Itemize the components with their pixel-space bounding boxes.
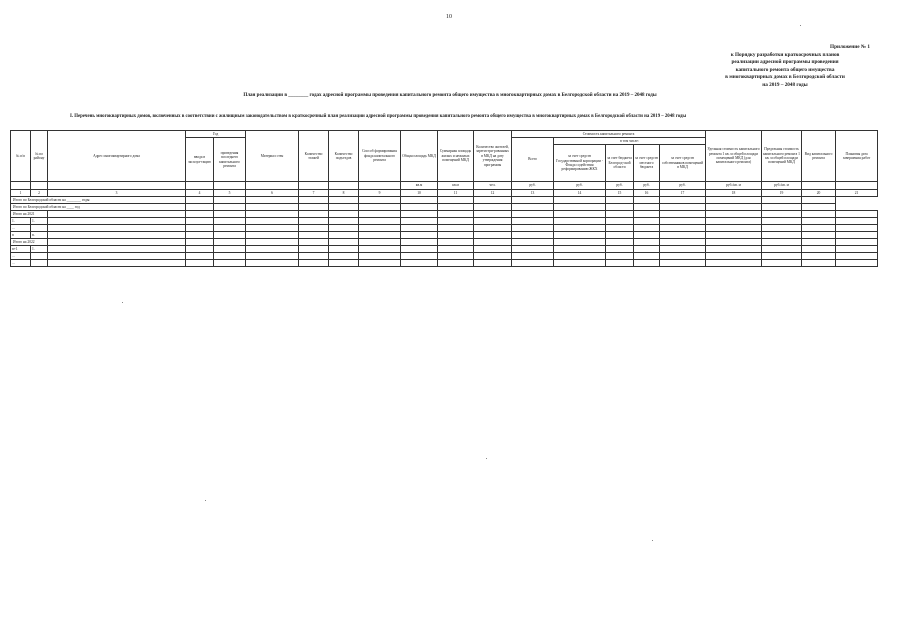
empty-cell — [554, 211, 606, 218]
empty-cell — [474, 253, 512, 260]
appendix-line: реализации адресной программы проведения — [731, 59, 839, 66]
empty-cell — [48, 253, 186, 260]
col-number: 19 — [762, 190, 802, 197]
unit-cell: кв.м — [438, 182, 474, 190]
empty-cell — [329, 232, 359, 239]
empty-cell — [186, 204, 214, 211]
empty-cell — [214, 225, 246, 232]
scan-speck — [205, 500, 206, 501]
empty-cell — [554, 225, 606, 232]
row-index: n+1 — [11, 246, 31, 253]
empty-cell — [836, 246, 878, 253]
empty-cell — [634, 246, 660, 253]
empty-cell — [474, 197, 512, 204]
unit-cell: руб./кв. м — [762, 182, 802, 190]
appendix-title: Приложение № 1 — [830, 44, 870, 50]
empty-cell — [660, 232, 706, 239]
empty-cell — [438, 239, 474, 246]
empty-cell — [359, 197, 401, 204]
empty-cell — [329, 260, 359, 267]
empty-cell — [554, 239, 606, 246]
capital-repair-table — [10, 130, 878, 267]
empty-cell — [401, 204, 438, 211]
empty-cell — [802, 246, 836, 253]
empty-cell — [554, 197, 606, 204]
col-number: 15 — [606, 190, 634, 197]
col-number: 14 — [554, 190, 606, 197]
empty-cell — [474, 260, 512, 267]
empty-cell — [706, 225, 762, 232]
col-number: 21 — [836, 190, 878, 197]
empty-cell — [186, 260, 214, 267]
header-floors: Количество этажей — [299, 131, 329, 182]
appendix-line: на 2019 – 2048 годы — [762, 81, 808, 88]
appendix-line: капитального ремонта общего имущества — [735, 66, 835, 73]
empty-cell — [246, 197, 299, 204]
col-number: 6 — [246, 190, 299, 197]
empty-cell — [836, 225, 878, 232]
empty-cell — [299, 260, 329, 267]
empty-cell — [802, 197, 836, 204]
empty-cell — [706, 211, 762, 218]
empty-cell — [329, 246, 359, 253]
empty-cell — [214, 246, 246, 253]
empty-cell — [512, 260, 554, 267]
empty-cell — [438, 218, 474, 225]
empty-cell — [48, 239, 186, 246]
empty-cell — [606, 239, 634, 246]
header-total: Всего — [512, 138, 554, 182]
empty-cell — [31, 253, 48, 260]
scan-speck — [800, 25, 801, 26]
empty-cell — [706, 246, 762, 253]
empty-cell — [299, 246, 329, 253]
unit-cell: руб. — [512, 182, 554, 190]
header-entrances: Количество подъездов — [329, 131, 359, 182]
empty-cell — [706, 204, 762, 211]
empty-cell — [329, 211, 359, 218]
empty-cell — [802, 204, 836, 211]
empty-cell — [401, 218, 438, 225]
empty-cell — [186, 197, 214, 204]
empty-cell — [474, 239, 512, 246]
row-index: 1. — [11, 218, 31, 225]
empty-cell — [401, 225, 438, 232]
empty-cell — [802, 253, 836, 260]
empty-cell — [401, 232, 438, 239]
empty-cell — [634, 232, 660, 239]
header-repair-type: Вид капитального ремонта — [802, 131, 836, 182]
header-local: за счет средств местного бюджета — [634, 145, 660, 182]
col-number: 20 — [802, 190, 836, 197]
empty-cell — [634, 239, 660, 246]
empty-cell — [246, 246, 299, 253]
empty-cell — [359, 232, 401, 239]
empty-cell — [606, 197, 634, 204]
empty-cell — [246, 253, 299, 260]
row-index: ... — [11, 260, 31, 267]
empty-cell — [329, 197, 359, 204]
empty-cell — [48, 211, 186, 218]
unit-cell: кв.м — [401, 182, 438, 190]
empty-cell — [474, 225, 512, 232]
empty-cell — [31, 260, 48, 267]
col-number: 12 — [474, 190, 512, 197]
empty-cell — [634, 211, 660, 218]
empty-cell — [438, 253, 474, 260]
page-number: 10 — [446, 14, 452, 20]
empty-cell — [246, 260, 299, 267]
appendix-line: в многоквартирных домах в Белгородской области — [725, 74, 845, 81]
empty-cell — [438, 197, 474, 204]
empty-cell — [214, 253, 246, 260]
empty-cell — [762, 253, 802, 260]
empty-cell — [606, 253, 634, 260]
empty-cell — [299, 218, 329, 225]
header-owners: за счет средств собственников помещений в МКД — [660, 145, 706, 182]
empty-cell — [512, 253, 554, 260]
header-address: Адрес многоквартирного дома — [48, 131, 186, 182]
row-index: ... — [11, 253, 31, 260]
row-year-2021: Итого на 2021 — [11, 211, 48, 218]
empty-cell — [214, 260, 246, 267]
empty-cell — [634, 218, 660, 225]
header-cost: Стоимость капитального ремонта — [512, 131, 706, 138]
empty-cell — [401, 239, 438, 246]
header-last-repair: проведения последнего капитального ремонта — [214, 138, 246, 182]
empty-cell — [401, 197, 438, 204]
empty-cell — [299, 253, 329, 260]
empty-cell — [299, 197, 329, 204]
empty-cell — [660, 211, 706, 218]
empty-cell — [554, 246, 606, 253]
empty-cell — [359, 218, 401, 225]
empty-cell — [299, 232, 329, 239]
empty-cell — [554, 218, 606, 225]
row-index: n. — [31, 232, 48, 239]
empty-cell — [438, 225, 474, 232]
empty-cell — [512, 246, 554, 253]
empty-cell — [246, 239, 299, 246]
empty-cell — [802, 232, 836, 239]
empty-cell — [606, 225, 634, 232]
empty-cell — [31, 225, 48, 232]
empty-cell — [474, 246, 512, 253]
col-number: 4 — [186, 190, 214, 197]
empty-cell — [438, 232, 474, 239]
empty-cell — [836, 260, 878, 267]
empty-cell — [401, 260, 438, 267]
empty-cell — [186, 253, 214, 260]
empty-cell — [762, 260, 802, 267]
col-number: 8 — [329, 190, 359, 197]
empty-cell — [299, 211, 329, 218]
col-number: 18 — [706, 190, 762, 197]
empty-cell — [554, 232, 606, 239]
empty-cell — [359, 260, 401, 267]
empty-cell — [246, 218, 299, 225]
header-premises-area: Суммарная площадь жилых и нежилых помещений МКД — [438, 131, 474, 182]
empty-cell — [634, 225, 660, 232]
empty-cell — [660, 218, 706, 225]
empty-cell — [802, 211, 836, 218]
empty-cell — [762, 204, 802, 211]
header-specific-cost: Удельная стоимость капитального ремонта 1 кв. м общей площади помещений МКД (для капитального ремонта) — [706, 131, 762, 182]
header-no: № п/п — [11, 131, 31, 182]
empty-cell — [48, 246, 186, 253]
empty-cell — [329, 239, 359, 246]
empty-cell — [512, 204, 554, 211]
col-number: 11 — [438, 190, 474, 197]
empty-cell — [762, 232, 802, 239]
empty-cell — [802, 239, 836, 246]
empty-cell — [762, 246, 802, 253]
col-number: 5 — [214, 190, 246, 197]
header-regional: за счет бюджета Белгород-ской области — [606, 145, 634, 182]
row-total-year: Итого по Белгородской области на ____ год — [11, 204, 186, 211]
header-fund-gk: за счет средств Государственной корпорации - Фонда содействия реформированию ЖКХ — [554, 145, 606, 182]
header-wall: Материал стен — [246, 131, 299, 182]
empty-cell — [474, 232, 512, 239]
empty-cell — [246, 225, 299, 232]
empty-cell — [214, 232, 246, 239]
empty-cell — [606, 211, 634, 218]
empty-cell — [606, 260, 634, 267]
empty-cell — [606, 246, 634, 253]
empty-cell — [299, 239, 329, 246]
empty-cell — [660, 246, 706, 253]
appendix-block — [690, 44, 880, 90]
empty-cell — [802, 225, 836, 232]
empty-cell — [660, 260, 706, 267]
col-number: 16 — [634, 190, 660, 197]
empty-cell — [359, 246, 401, 253]
empty-cell — [359, 239, 401, 246]
empty-cell — [706, 253, 762, 260]
appendix-line: к Порядку разработки краткосрочных планов — [730, 51, 840, 58]
empty-cell — [606, 232, 634, 239]
empty-cell — [246, 204, 299, 211]
empty-cell — [836, 239, 878, 246]
empty-cell — [660, 225, 706, 232]
empty-cell — [660, 197, 706, 204]
empty-cell — [606, 218, 634, 225]
empty-cell — [401, 253, 438, 260]
header-district-no: № по району — [31, 131, 48, 182]
plan-title: План реализации в ________ годах адресной программы проведения капитального ремонта общего имущества в многоквартирных домах в Белгородской области на 2019 – 2048 годы — [243, 93, 657, 98]
header-max-cost: Предельная стоимость капитального ремонта 1 кв. м общей площади помещений МКД — [762, 131, 802, 182]
header-year: Год — [186, 131, 246, 138]
header-fund: Способ формирования фонда капитального ремонта — [359, 131, 401, 182]
empty-cell — [329, 253, 359, 260]
empty-cell — [512, 218, 554, 225]
empty-cell — [634, 197, 660, 204]
empty-cell — [706, 232, 762, 239]
empty-cell — [186, 225, 214, 232]
empty-cell — [48, 225, 186, 232]
empty-cell — [299, 204, 329, 211]
empty-cell — [48, 218, 186, 225]
empty-cell — [438, 260, 474, 267]
empty-cell — [474, 204, 512, 211]
empty-cell — [186, 232, 214, 239]
empty-cell — [214, 211, 246, 218]
unit-cell: руб. — [660, 182, 706, 190]
header-including: в том числе: — [554, 138, 706, 145]
empty-cell — [706, 239, 762, 246]
unit-cell: руб. — [554, 182, 606, 190]
empty-cell — [48, 232, 186, 239]
empty-cell — [474, 218, 512, 225]
empty-cell — [802, 218, 836, 225]
empty-cell — [214, 197, 246, 204]
col-number: 2 — [31, 190, 48, 197]
empty-cell — [762, 218, 802, 225]
empty-cell — [359, 253, 401, 260]
empty-cell — [660, 239, 706, 246]
row-total-region: Итого по Белгородской области на ________ годы: — [11, 197, 186, 204]
empty-cell — [214, 204, 246, 211]
empty-cell — [359, 225, 401, 232]
empty-cell — [554, 204, 606, 211]
empty-cell — [634, 260, 660, 267]
row-index: ... — [11, 225, 31, 232]
empty-cell — [329, 218, 359, 225]
empty-cell — [438, 211, 474, 218]
empty-cell — [438, 246, 474, 253]
empty-cell — [554, 253, 606, 260]
empty-cell — [836, 232, 878, 239]
empty-cell — [512, 225, 554, 232]
empty-cell — [634, 204, 660, 211]
empty-cell — [836, 211, 878, 218]
empty-cell — [186, 239, 214, 246]
unit-cell: руб. — [606, 182, 634, 190]
empty-cell — [512, 211, 554, 218]
empty-cell — [438, 204, 474, 211]
empty-cell — [359, 211, 401, 218]
unit-cell: чел. — [474, 182, 512, 190]
empty-cell — [214, 239, 246, 246]
empty-cell — [554, 260, 606, 267]
scan-speck — [652, 540, 653, 541]
col-number: 1 — [11, 190, 31, 197]
empty-cell — [186, 211, 214, 218]
empty-cell — [214, 218, 246, 225]
scan-speck — [486, 458, 487, 459]
empty-cell — [836, 253, 878, 260]
col-number: 9 — [359, 190, 401, 197]
row-year-2022: Итого на 2022 — [11, 239, 48, 246]
row-index: 1. — [31, 218, 48, 225]
empty-cell — [186, 218, 214, 225]
empty-cell — [762, 239, 802, 246]
empty-cell — [512, 197, 554, 204]
empty-cell — [474, 211, 512, 218]
empty-cell — [512, 239, 554, 246]
empty-cell — [329, 204, 359, 211]
empty-cell — [706, 218, 762, 225]
unit-cell: руб. — [634, 182, 660, 190]
empty-cell — [186, 246, 214, 253]
unit-cell: руб./кв. м — [706, 182, 762, 190]
empty-cell — [762, 197, 802, 204]
empty-cell — [246, 211, 299, 218]
empty-cell — [802, 260, 836, 267]
header-total-area: Общая площадь МКД — [401, 131, 438, 182]
col-number: 10 — [401, 190, 438, 197]
empty-cell — [762, 225, 802, 232]
empty-cell — [512, 232, 554, 239]
empty-cell — [660, 204, 706, 211]
empty-cell — [706, 197, 762, 204]
empty-cell — [401, 211, 438, 218]
col-number: 7 — [299, 190, 329, 197]
row-index: n — [11, 232, 31, 239]
empty-cell — [246, 232, 299, 239]
col-number: 3 — [48, 190, 186, 197]
header-residents: Количество жителей, зарегистри-рованных в МКД на дату утверждения программы — [474, 131, 512, 182]
empty-cell — [660, 253, 706, 260]
empty-cell — [401, 246, 438, 253]
empty-cell — [836, 218, 878, 225]
row-index: 1. — [31, 246, 48, 253]
empty-cell — [48, 260, 186, 267]
section-title: I. Перечень многоквартирных домов, включенных в соответствии с жилищным законодательством в краткосрочный план реализации адресной программы проведения капитального ремонта общего имущества в многоквартирных домах в Белгородской области на 2019 – 2048 годы — [70, 114, 687, 119]
empty-cell — [634, 253, 660, 260]
empty-cell — [329, 225, 359, 232]
empty-cell — [359, 204, 401, 211]
empty-cell — [299, 225, 329, 232]
col-number: 13 — [512, 190, 554, 197]
header-commission: ввода в эксплуа-тацию — [186, 138, 214, 182]
header-planned-date: Плановая дата завершения работ — [836, 131, 878, 182]
empty-cell — [706, 260, 762, 267]
empty-cell — [606, 204, 634, 211]
col-number: 17 — [660, 190, 706, 197]
scan-speck — [122, 302, 123, 303]
empty-cell — [762, 211, 802, 218]
